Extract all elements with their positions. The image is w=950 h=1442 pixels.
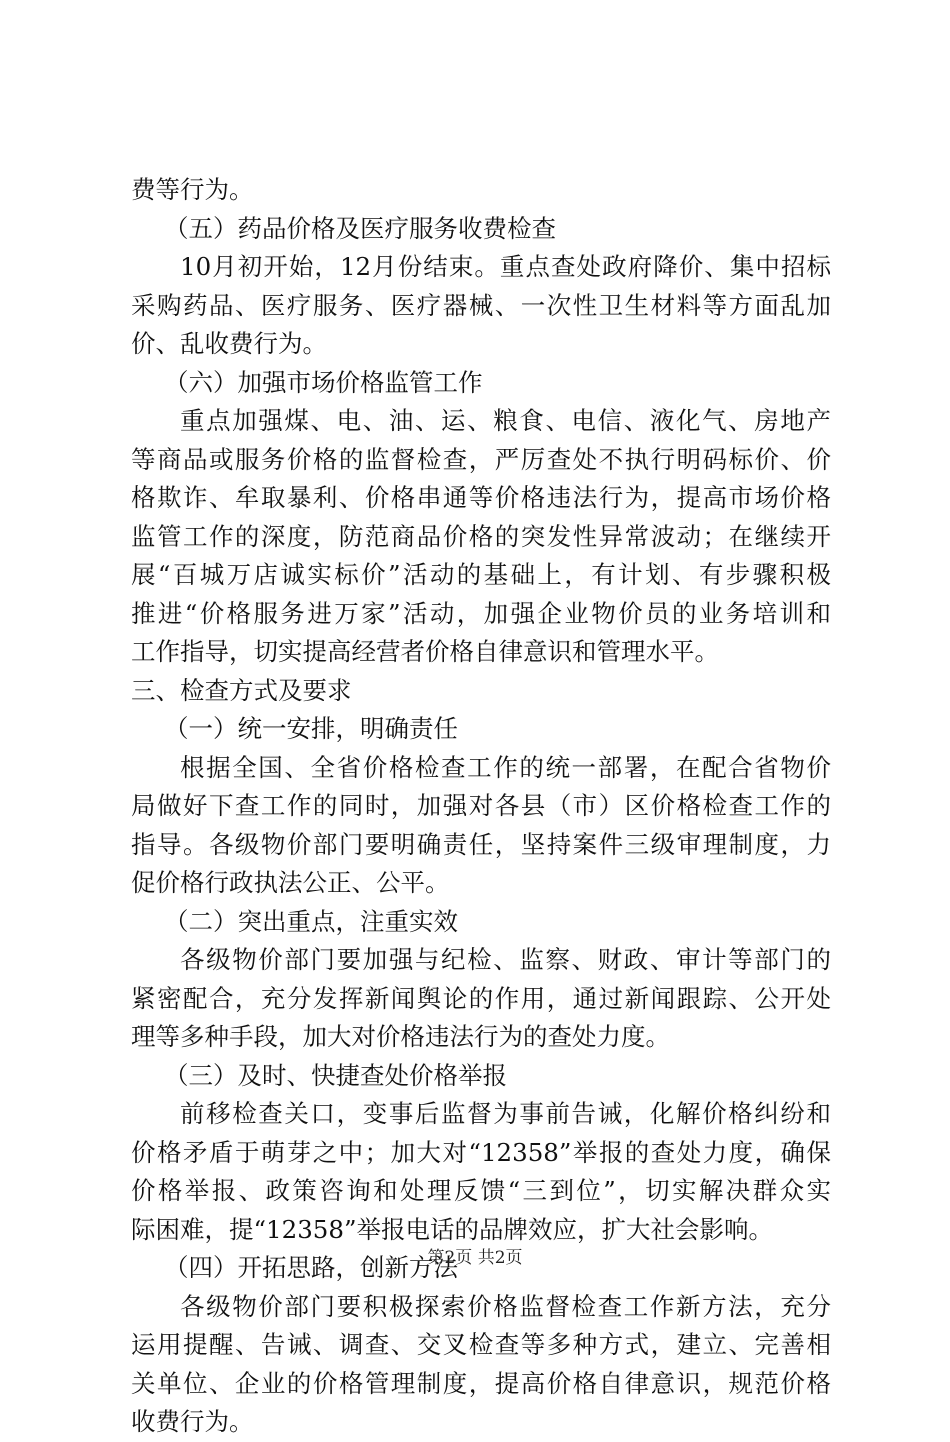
- text-line: 10月初开始，12月份结束。重点查处政府降价、集中招标: [180, 252, 831, 281]
- text-line: 推进“价格服务进万家”活动，加强企业物价员的业务培训和: [131, 598, 831, 628]
- text-line: （一）统一安排，明确责任: [164, 714, 458, 743]
- text-line: 三、检查方式及要求: [131, 675, 352, 705]
- text-line: 前移检查关口，变事后监督为事前告诫，化解价格纠纷和: [180, 1099, 831, 1128]
- text-line: 采购药品、医疗服务、医疗器械、一次性卫生材料等方面乱加: [131, 290, 831, 320]
- text-line: 展“百城万店诚实标价”活动的基础上，有计划、有步骤积极: [131, 560, 831, 589]
- text-line: 促价格行政执法公正、公平。: [131, 868, 450, 897]
- text-line: 局做好下查工作的同时，加强对各县（市）区价格检查工作的: [131, 791, 831, 820]
- text-line: 运用提醒、告诫、调查、交叉检查等多种方式，建立、完善相: [131, 1330, 831, 1359]
- text-line: 指导。各级物价部门要明确责任，坚持案件三级审理制度，力: [131, 829, 831, 859]
- text-line: 理等多种手段，加大对价格违法行为的查处力度。: [131, 1022, 670, 1051]
- text-line: （六）加强市场价格监管工作: [164, 367, 483, 397]
- text-line: 价格矛盾于萌芽之中；加大对“12358”举报的查处力度，确保: [131, 1137, 831, 1167]
- text-line: 等商品或服务价格的监督检查，严厉查处不执行明码标价、价: [131, 444, 831, 474]
- text-line: 价、乱收费行为。: [131, 329, 327, 358]
- text-line: （五）药品价格及医疗服务收费检查: [164, 213, 556, 243]
- text-line: 重点加强煤、电、油、运、粮食、电信、液化气、房地产: [180, 406, 831, 435]
- text-line: 监管工作的深度，防范商品价格的突发性异常波动；在继续开: [131, 521, 831, 551]
- text-line: （四）开拓思路，创新方法: [164, 1253, 458, 1282]
- text-line: 紧密配合，充分发挥新闻舆论的作用，通过新闻跟踪、公开处: [131, 983, 831, 1013]
- text-line: 格欺诈、牟取暴利、价格串通等价格违法行为，提高市场价格: [131, 483, 831, 512]
- text-line: 各级物价部门要加强与纪检、监察、财政、审计等部门的: [180, 945, 831, 974]
- text-line: 收费行为。: [131, 1407, 254, 1436]
- text-line: （三）及时、快捷查处价格举报: [164, 1060, 507, 1090]
- text-line: 工作指导，切实提高经营者价格自律意识和管理水平。: [131, 637, 719, 666]
- text-line: 各级物价部门要积极探索价格监督检查工作新方法，充分: [180, 1291, 831, 1321]
- text-line: 际困难，提“12358”举报电话的品牌效应，扩大社会影响。: [131, 1214, 773, 1244]
- text-line: 根据全国、全省价格检查工作的统一部署，在配合省物价: [180, 752, 831, 782]
- text-line: 费等行为。: [131, 175, 254, 204]
- text-line: 价格举报、政策咨询和处理反馈“三到位”，切实解决群众实: [131, 1176, 831, 1205]
- page-footer: 第2页 共2页: [427, 1248, 523, 1268]
- text-line: （二）突出重点，注重实效: [164, 906, 458, 936]
- text-line: 关单位、企业的价格管理制度，提高价格自律意识，规范价格: [131, 1368, 831, 1398]
